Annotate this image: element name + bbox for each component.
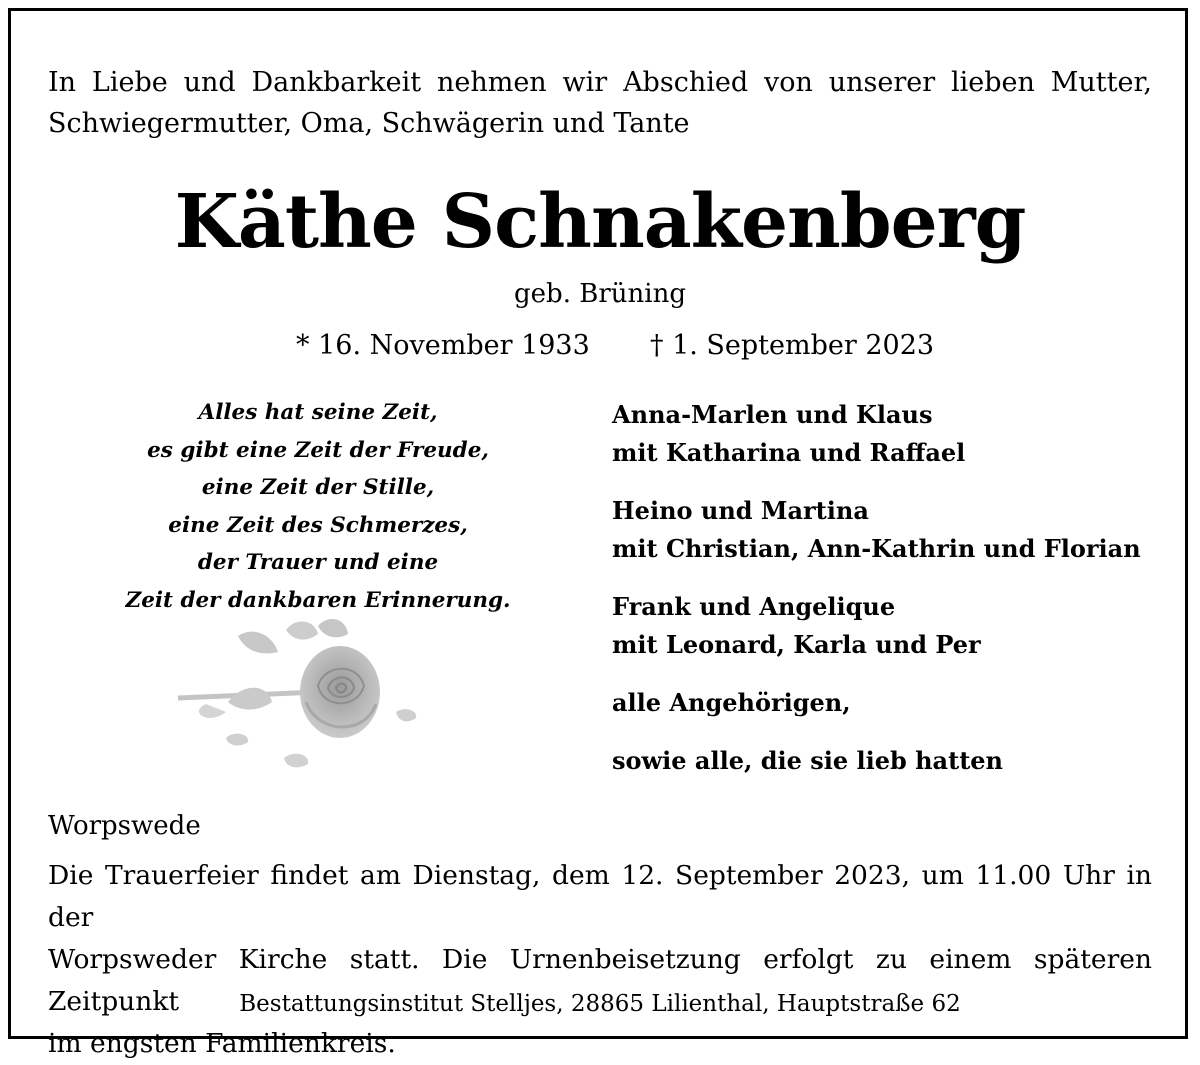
family-line: Anna-Marlen und Klaus [612, 400, 933, 429]
family-group [612, 684, 1172, 722]
poem-line: Zeit der dankbaren Erinnerung. [125, 587, 511, 613]
ceremony-line-1: Die Trauerfeier findet am Dienstag, dem 12. September 2023, um 11.00 Uhr in der [48, 860, 1152, 933]
intro-line-1: In Liebe und Dankbarkeit nehmen wir Abschied von unserer lieben Mutter, [48, 67, 1152, 98]
intro-line-2: Schwiegermutter, Oma, Schwägerin und Tante [48, 108, 690, 139]
mourners-list [612, 396, 1172, 800]
poem-line: eine Zeit des Schmerzes, [168, 512, 468, 538]
birth-date: * 16. November 1933 [296, 330, 590, 361]
family-group [612, 492, 1172, 568]
ceremony-line-2: Worpsweder Kirche statt. Die Urnenbeisetzung erfolgt zu einem späteren Zeitpunkt [48, 944, 1152, 1017]
poem-line: eine Zeit der Stille, [201, 475, 435, 500]
family-line: sowie alle, die sie lieb hatten [612, 746, 1003, 775]
family-group [612, 396, 1172, 472]
intro-text [48, 62, 1152, 144]
ceremony-line-3: im engsten Familienkreis. [48, 1028, 396, 1059]
family-group [612, 588, 1172, 664]
ceremony-text [48, 855, 1152, 1065]
family-group [612, 742, 1172, 780]
poem [100, 394, 536, 619]
poem-line: Alles hat seine Zeit, [198, 400, 438, 425]
poem-line: es gibt eine Zeit der Freude, [147, 437, 489, 463]
family-line: mit Katharina und Raffael [612, 438, 966, 467]
rose-icon [168, 612, 432, 780]
poem-line: der Trauer und eine [197, 550, 439, 575]
undertaker: Bestattungsinstitut Stelljes, 28865 Lilienthal, Hauptstraße 62 [239, 991, 961, 1017]
family-line: mit Christian, Ann-Kathrin und Florian [612, 534, 1141, 563]
family-line: Heino und Martina [612, 496, 869, 525]
deceased-name: Käthe Schnakenberg [174, 179, 1026, 265]
place: Worpswede [48, 811, 201, 841]
family-line: mit Leonard, Karla und Per [612, 630, 981, 659]
family-line: alle Angehörigen, [612, 688, 851, 717]
death-date: † 1. September 2023 [650, 330, 935, 361]
birth-name: geb. Brüning [514, 279, 686, 309]
family-line: Frank und Angelique [612, 592, 896, 621]
